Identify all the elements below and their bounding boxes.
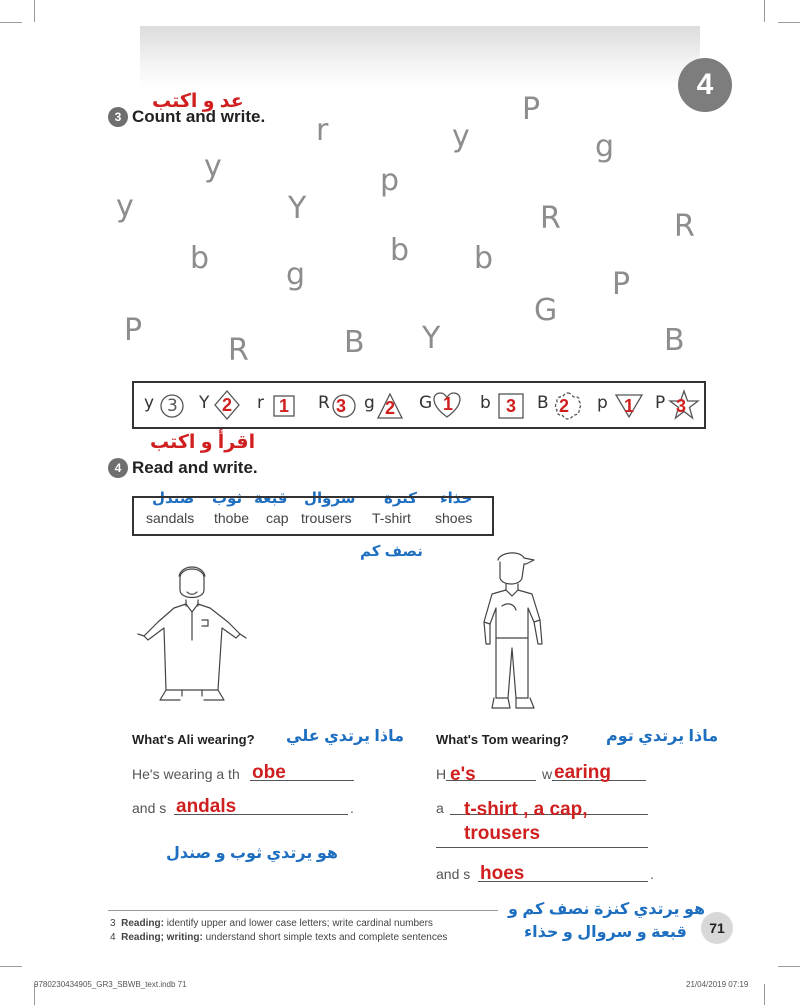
tom-a-prefix: a	[436, 800, 444, 816]
footer-line-1	[110, 918, 433, 929]
key-answer-printed: 3	[167, 396, 178, 416]
scatter-letter: Y	[288, 191, 307, 226]
ali-question: What's Ali wearing?	[132, 732, 255, 747]
footer-text: identify upper and lower case letters; write cardinal numbers	[166, 918, 433, 929]
tom-s-answer[interactable]: hoes	[480, 863, 525, 884]
key-answer: 1	[443, 394, 454, 414]
ali-line2-end: .	[350, 800, 354, 816]
scatter-letter: B	[664, 323, 685, 358]
tom-w-answer[interactable]: earing	[554, 762, 612, 783]
word-bank-item: sandals	[146, 510, 195, 526]
tom-h-answer[interactable]: e's	[450, 764, 476, 785]
scatter-letter: R	[674, 209, 695, 244]
crop-mark	[778, 22, 800, 23]
tom-a-answer-line2[interactable]: trousers	[464, 823, 541, 844]
ali-illustration	[132, 560, 252, 710]
crop-mark	[764, 984, 765, 1005]
section3-arabic-title: عد و اكتب	[152, 91, 244, 112]
tom-illustration	[468, 548, 558, 718]
scatter-letter: y	[116, 189, 134, 224]
scatter-letter: b	[190, 241, 210, 276]
section3-number: 3	[108, 107, 128, 127]
tom-w-prefix: w	[542, 766, 553, 782]
tom-s-prefix: and s	[436, 866, 471, 882]
key-answer: 2	[222, 395, 233, 415]
crop-mark	[0, 966, 22, 967]
scatter-letter: p	[380, 163, 400, 198]
unit-number-badge: 4	[678, 58, 732, 112]
key-letter: G	[419, 393, 433, 413]
word-bank-item: shoes	[435, 510, 473, 526]
ali-answer-arabic: هو يرتدي ثوب و صندل	[166, 845, 338, 862]
tshirt-note-arabic: نصف كم	[360, 543, 423, 560]
word-bank-item: T-shirt	[372, 510, 411, 526]
scatter-letter: G	[534, 293, 558, 328]
scatter-letter: R	[540, 201, 561, 236]
tom-question-arabic: ماذا يرتدي توم	[606, 728, 719, 745]
crop-mark	[34, 0, 35, 22]
key-answer: 3	[676, 396, 687, 416]
crop-mark	[0, 22, 22, 23]
scatter-letter: P	[124, 313, 143, 348]
scatter-letter: R	[228, 333, 249, 368]
ali-line2-answer[interactable]: andals	[176, 796, 237, 817]
key-letter: Y	[199, 393, 210, 413]
key-answer: 2	[559, 396, 570, 416]
footer-rule	[108, 910, 498, 911]
section3-title: Count and write.	[132, 107, 266, 126]
section4-title: Read and write.	[132, 458, 258, 477]
scatter-letter: b	[474, 241, 494, 276]
word-arabic: ثوب	[212, 490, 243, 507]
footer-bold: Reading; writing:	[121, 932, 203, 943]
scatter-letter: g	[595, 129, 615, 164]
scatter-letter: b	[390, 233, 410, 268]
word-arabic: صندل	[152, 490, 195, 507]
footer-bold: Reading:	[121, 918, 164, 929]
word-arabic: قبعة	[254, 490, 288, 507]
scatter-letter: P	[612, 267, 631, 302]
key-letter: b	[480, 393, 491, 413]
key-letter: p	[597, 393, 608, 413]
section4-arabic-title: اقرأ و اكتب	[150, 432, 256, 453]
key-letter: P	[655, 393, 666, 413]
tom-a-answer[interactable]: t-shirt , a cap,	[464, 799, 588, 820]
word-bank-item: thobe	[214, 510, 250, 526]
header-banner	[140, 26, 700, 90]
ali-question-arabic: ماذا يرتدي علي	[286, 728, 405, 745]
print-slug-left: 9780230434905_GR3_SBWB_text.indb 71	[34, 980, 187, 989]
key-letter: g	[364, 393, 375, 413]
ali-line1-prefix: He's wearing a th	[132, 766, 240, 782]
footer-text: understand short simple texts and complete sentences	[205, 932, 448, 943]
word-arabic: كنزة	[384, 490, 418, 507]
footer-num: 4	[110, 932, 116, 943]
word-arabic: سروال	[304, 490, 356, 507]
scatter-letter: y	[452, 119, 470, 154]
section4-number: 4	[108, 458, 128, 478]
key-answer: 3	[506, 396, 517, 416]
key-answer: 3	[336, 396, 347, 416]
tom-h-prefix: H	[436, 766, 447, 782]
scatter-letter: B	[344, 325, 365, 360]
scatter-letter: y	[204, 149, 222, 184]
crop-mark	[764, 0, 765, 22]
scatter-letter: g	[286, 257, 306, 292]
key-letter: R	[318, 393, 330, 413]
footer-num: 3	[110, 918, 116, 929]
scatter-letter: P	[522, 92, 541, 127]
key-answer: 1	[624, 396, 635, 416]
footer-line-2	[110, 932, 447, 943]
scatter-letter: r	[316, 113, 329, 148]
tom-s-end: .	[650, 866, 654, 882]
tom-answer-arabic-2: قبعة و سروال و حذاء	[524, 924, 687, 941]
tom-question: What's Tom wearing?	[436, 732, 569, 747]
tom-extra-underline	[436, 847, 648, 848]
word-bank-item: cap	[266, 510, 289, 526]
scatter-letter: Y	[422, 321, 441, 356]
page-number: 71	[701, 912, 733, 944]
crop-mark	[778, 966, 800, 967]
key-answer: 1	[279, 396, 290, 416]
key-letter: y	[144, 393, 155, 413]
key-letter: r	[257, 393, 264, 413]
word-arabic: حذاء	[440, 490, 473, 507]
key-answer: 2	[385, 398, 396, 418]
tom-answer-arabic-1: هو يرتدي كنزة نصف كم و	[508, 901, 706, 918]
word-bank-item: trousers	[301, 510, 352, 526]
print-slug-right: 21/04/2019 07:19	[686, 980, 749, 989]
key-letter: B	[537, 393, 549, 413]
ali-line2-prefix: and s	[132, 800, 167, 816]
ali-line1-answer[interactable]: obe	[252, 762, 286, 783]
